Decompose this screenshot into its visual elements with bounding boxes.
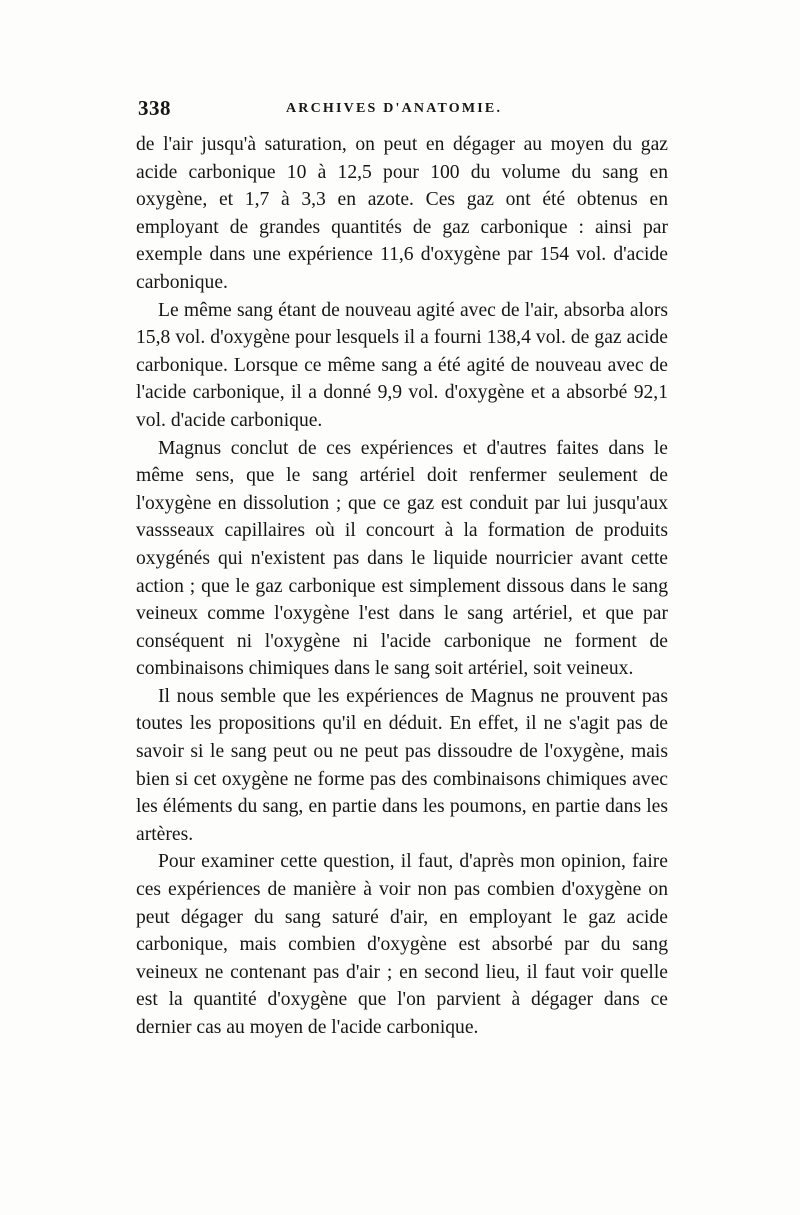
paragraph: Il nous semble que les expériences de Magnus ne prouvent pas toutes les propositions qu'il en déduit. En effet, il ne s'agit pas de savoir si le sang peut ou ne peut pas dissoudre de l'oxygène, mais bien si cet oxygène ne forme pas des combinaisons chimiques avec les éléments du sang, en partie dans les poumons, en partie dans les artères. — [136, 685, 668, 845]
body-text — [136, 131, 668, 1042]
page-header — [138, 96, 666, 126]
paragraph: Pour examiner cette question, il faut, d'après mon opinion, faire ces expériences de manière à voir non pas combien d'oxygène on peut dégager du sang saturé d'air, en employant le gaz acide carbonique, mais combien d'oxygène est absorbé par du sang veineux ne contenant pas d'air ; en second lieu, il faut voir quelle est la quantité d'oxygène que l'on parvient à dégager dans ce dernier cas au moyen de l'acide carbonique. — [136, 851, 668, 1038]
running-title: ARCHIVES D'ANATOMIE. — [286, 101, 503, 116]
paragraph: Magnus conclut de ces expériences et d'autres faites dans le même sens, que le sang artériel doit renfermer seulement de l'oxygène en dissolution ; que ce gaz est conduit par lui jusqu'aux vassseaux capillaires où il concourt à la formation de produits oxygénés qui n'existent pas dans le liquide nourricier avant cette action ; que le gaz carbonique est simplement dissous dans le sang veineux comme l'oxygène l'est dans le sang artériel, et que par conséquent ni l'oxygène ni l'acide carbonique ne forment de combinaisons chimiques dans le sang soit artériel, soit veineux. — [136, 437, 668, 680]
paragraph-continuation: de l'air jusqu'à saturation, on peut en dégager au moyen du gaz acide carbonique 10 à 12,5 pour 100 du volume du sang en oxygène, et 1,7 à 3,3 en azote. Ces gaz ont été obtenus en employant de grandes quantités de gaz carbonique : ainsi par exemple dans une expérience 11,6 d'oxygène par 154 vol. d'acide carbonique. — [136, 134, 668, 293]
paragraph: Le même sang étant de nouveau agité avec de l'air, absorba alors 15,8 vol. d'oxygène pour lesquels il a fourni 138,4 vol. de gaz acide carbonique. Lorsque ce même sang a été agité de nouveau avec de l'acide carbonique, il a donné 9,9 vol. d'oxygène et a absorbé 92,1 vol. d'acide carbonique. — [136, 299, 668, 431]
page-number: 338 — [138, 96, 171, 120]
